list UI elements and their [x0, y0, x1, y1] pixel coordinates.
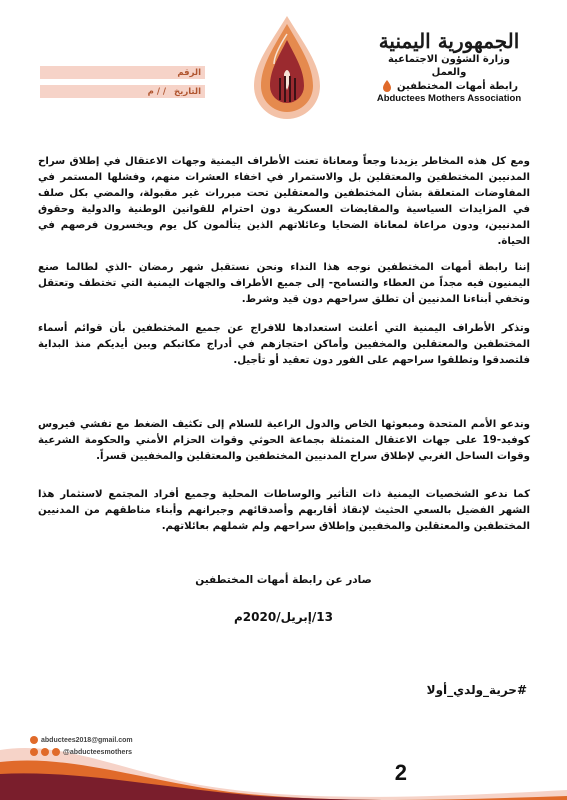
facebook-icon [30, 748, 38, 756]
association-name-ar: رابطة أمهات المختطفين [397, 80, 518, 92]
republic-name: الجمهورية اليمنية [378, 29, 520, 53]
paragraph-3: وتذكر الأطراف اليمنية التي أعلنت استعدادها للافراج عن جميع المختطفين بأن قوائم أسماء المختطفين والمعتقلين والمخفيين وأماكن احتجازهم في أدراج مكاتبكم وبين أيديكم منذ البداية فلتصدقوا وتطلقوا سراحهم على الفور دون تعقيد أو تأجيل. [38, 323, 530, 366]
email-text: abductees2018@gmail.com [41, 736, 133, 744]
mini-drop-icon [380, 79, 394, 93]
letterhead [369, 30, 529, 105]
reference-fields [40, 66, 205, 104]
page-number: 2 [394, 760, 407, 785]
paragraph-5: كما ندعو الشخصيات اليمنية ذات التأثير والوساطات المحلية وجميع أفراد المجتمع لاستثمار هذا الشهر الفضيل بالسعي الحثيث لإنقاذ أقاربهم وأصدقائهم وجيرانهم وأبناء مناطقهم من المدنيين المختطفين والمعتقلين والمخفيين وإطلاق سراحهم ولم شملهم بعائلاتهم. [38, 489, 530, 532]
email-contact [30, 736, 133, 744]
instagram-icon [52, 748, 60, 756]
handle-text: @abducteesmothers [63, 748, 133, 756]
ministry-name: وزارة الشؤون الاجتماعية والعمل [387, 54, 510, 78]
date-field-value: / / م [147, 86, 167, 97]
association-logo [248, 14, 326, 126]
paragraph-2: إننا رابطة أمهات المختطفين نوجه هذا النداء ونحن نستقبل شهر رمضان -الذي لطالما صنع اليمنيون فيه مجداً من العطاء والتسامح- إلى جميع الأطراف والجهات اليمنية التي تختطف وتعتقل وتخفي أبناءنا المدنيين أن تطلق سراحهم دون قيد وشرط. [38, 262, 530, 305]
twitter-icon [41, 748, 49, 756]
association-line [369, 79, 529, 93]
social-handle [30, 748, 132, 756]
email-icon [30, 736, 38, 744]
issuer-line: صادر عن رابطة أمهات المختطفين [195, 574, 372, 586]
number-field [40, 66, 205, 79]
association-name-en: Abductees Mothers Association [376, 93, 522, 104]
issue-date: 13/إبريل/2020م [234, 610, 333, 624]
date-label: التاريخ [174, 86, 201, 97]
number-label: الرقم [177, 67, 201, 78]
hashtag: #حرية_ولدي_أولا [426, 683, 527, 697]
paragraph-4: وندعو الأمم المتحدة ومبعوثها الخاص والدول الراعية للسلام إلى تكثيف الضغط مع تفشي فيروس كوفيد-19 على جهات الاعتقال المتمثلة بجماعة الحوثي وقوات الحزام الأمني والحكومة الشرعية وقوات الساحل الغربي لإطلاق سراح المدنيين المختطفين والمعتقلين والمخفيين قسراً. [38, 419, 530, 462]
paragraph-1: ومع كل هذه المخاطر يزيدنا وجعاً ومعاناة تعنت الأطراف اليمنية وجهات الاعتقال في إطلاق سراح المدنيين المختطفين والمعتقلين بل والاستمرار في اخفاء العشرات منهم، وفشلها المستمر في المفاوضات المتعلقة بشأن المختطفين والمعتقلين تحت مبررات غير مقبولة، والمضي بكل صلف في المزايدات السياسية والمقايضات العسكرية دون احترام للقوانين الوطنية والدولية وحقوق المدنيين، ودون مراعاة لمعاناة الضحايا وعائلاتهم الذين يتألمون كل يوم ويخسرون فرصهم في الحياة. [38, 156, 530, 247]
date-field [40, 85, 205, 98]
